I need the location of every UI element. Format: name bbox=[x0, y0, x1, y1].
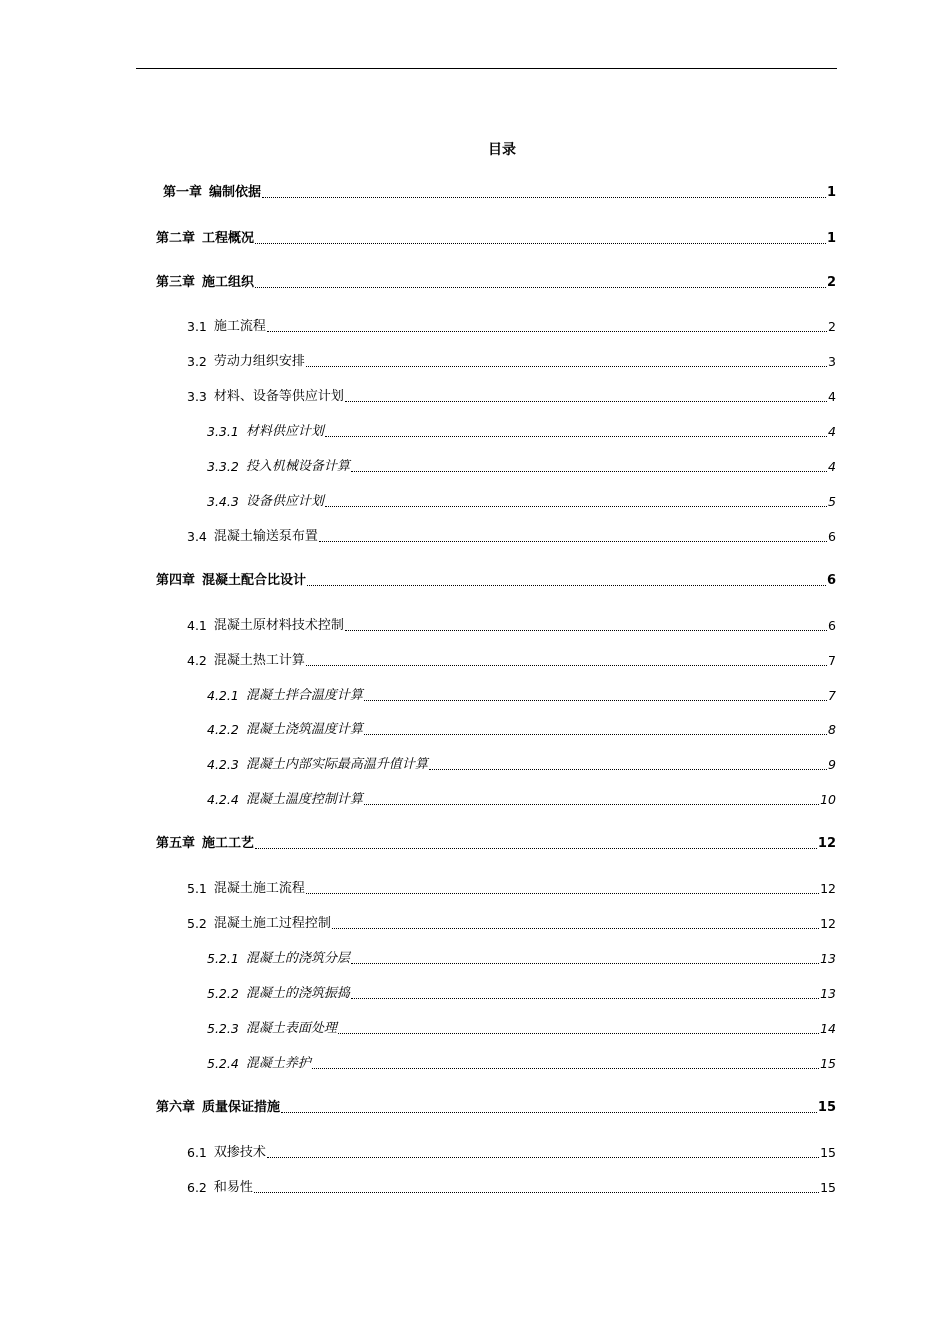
toc-entry[interactable] bbox=[187, 876, 836, 898]
toc-entry-page: 13 bbox=[820, 986, 836, 1001]
toc-entry-page: 15 bbox=[820, 1056, 836, 1071]
toc-entry-label: 混凝土原材料技术控制 bbox=[213, 618, 344, 633]
toc-entry[interactable] bbox=[156, 568, 836, 590]
toc-entry-number: 3.4 bbox=[187, 529, 207, 544]
toc-leader-dots bbox=[325, 436, 827, 437]
toc-leader-dots bbox=[319, 541, 827, 542]
header-rule bbox=[136, 68, 837, 69]
toc-entry-label: 和易性 bbox=[213, 1180, 253, 1195]
toc-entry-label: 混凝土内部实际最高温升值计算 bbox=[245, 757, 428, 772]
toc-entry-label: 混凝土配合比设计 bbox=[202, 573, 307, 588]
toc-leader-dots bbox=[345, 630, 827, 631]
toc-entry-page: 12 bbox=[820, 881, 836, 896]
toc-leader-dots bbox=[267, 1157, 819, 1158]
toc-entry[interactable] bbox=[207, 787, 836, 809]
toc-entry-page: 7 bbox=[828, 653, 836, 668]
toc-entry-page: 4 bbox=[828, 424, 836, 439]
toc-entry-label: 混凝土温度控制计算 bbox=[245, 792, 363, 807]
toc-entry-label: 混凝土拌合温度计算 bbox=[245, 688, 363, 703]
toc-entry-number: 第三章 bbox=[156, 275, 196, 290]
toc-leader-dots bbox=[281, 1112, 817, 1113]
toc-entry-page: 12 bbox=[820, 916, 836, 931]
toc-entry-number: 6.1 bbox=[187, 1145, 207, 1160]
toc-entry-label: 材料供应计划 bbox=[245, 424, 324, 439]
toc-entry[interactable] bbox=[207, 981, 836, 1003]
toc-entry-number: 4.2 bbox=[187, 653, 207, 668]
toc-entry-label: 工程概况 bbox=[202, 231, 255, 246]
toc-entry-label: 编制依据 bbox=[209, 185, 262, 200]
toc-entry[interactable] bbox=[187, 349, 836, 371]
toc-entry[interactable] bbox=[156, 226, 836, 248]
toc-entry[interactable] bbox=[207, 1051, 836, 1073]
toc-entry-page: 2 bbox=[826, 275, 836, 290]
toc-entry-label: 混凝土的浇筑分层 bbox=[245, 951, 350, 966]
toc-entry[interactable] bbox=[207, 683, 836, 705]
toc-entry-label: 混凝土浇筑温度计算 bbox=[245, 722, 363, 737]
toc-entry[interactable] bbox=[187, 314, 836, 336]
toc-entry-label: 施工组织 bbox=[202, 275, 255, 290]
toc-entry-label: 劳动力组织安排 bbox=[213, 354, 305, 369]
toc-entry-page: 6 bbox=[828, 529, 836, 544]
toc-entry-page: 13 bbox=[820, 951, 836, 966]
toc-entry-number: 5.2.4 bbox=[207, 1056, 239, 1071]
toc-entry-page: 4 bbox=[828, 389, 836, 404]
toc-entry-number: 3.3 bbox=[187, 389, 207, 404]
toc-entry-page: 8 bbox=[828, 722, 836, 737]
toc-entry-page: 7 bbox=[828, 688, 836, 703]
toc-leader-dots bbox=[332, 928, 819, 929]
toc-entry-label: 混凝土的浇筑振捣 bbox=[245, 986, 350, 1001]
toc-leader-dots bbox=[351, 963, 819, 964]
toc-leader-dots bbox=[338, 1033, 819, 1034]
toc-entry[interactable] bbox=[156, 831, 836, 853]
toc-entry-label: 施工流程 bbox=[213, 319, 266, 334]
toc-entry[interactable] bbox=[207, 419, 836, 441]
toc-entry-number: 第四章 bbox=[156, 573, 196, 588]
toc-entry-number: 4.1 bbox=[187, 618, 207, 633]
toc-entry-number: 3.3.2 bbox=[207, 459, 239, 474]
toc-entry[interactable] bbox=[207, 454, 836, 476]
toc-entry-number: 5.1 bbox=[187, 881, 207, 896]
toc-entry-number: 3.2 bbox=[187, 354, 207, 369]
toc-entry-label: 混凝土热工计算 bbox=[213, 653, 305, 668]
toc-entry-page: 1 bbox=[826, 185, 836, 200]
toc-leader-dots bbox=[429, 769, 827, 770]
toc-entry-page: 4 bbox=[828, 459, 836, 474]
toc-leader-dots bbox=[364, 734, 827, 735]
toc-leader-dots bbox=[351, 998, 819, 999]
toc-leader-dots bbox=[364, 804, 819, 805]
toc-entry-page: 1 bbox=[826, 231, 836, 246]
toc-entry-number: 5.2 bbox=[187, 916, 207, 931]
toc-entry[interactable] bbox=[187, 613, 836, 635]
toc-entry-label: 混凝土表面处理 bbox=[245, 1021, 337, 1036]
toc-entry[interactable] bbox=[207, 1016, 836, 1038]
toc-entry-page: 15 bbox=[820, 1180, 836, 1195]
toc-entry-page: 6 bbox=[828, 618, 836, 633]
toc-entry-number: 3.1 bbox=[187, 319, 207, 334]
toc-entry-number: 4.2.2 bbox=[207, 722, 239, 737]
toc-leader-dots bbox=[351, 471, 827, 472]
toc-entry-page: 2 bbox=[828, 319, 836, 334]
toc-entry-number: 5.2.3 bbox=[207, 1021, 239, 1036]
toc-leader-dots bbox=[307, 585, 826, 586]
toc-entry[interactable] bbox=[187, 911, 836, 933]
toc-entry[interactable] bbox=[156, 1095, 836, 1117]
toc-entry-number: 第六章 bbox=[156, 1100, 196, 1115]
toc-entry[interactable] bbox=[207, 717, 836, 739]
toc-entry[interactable] bbox=[207, 752, 836, 774]
toc-leader-dots bbox=[254, 1192, 819, 1193]
toc-entry-page: 12 bbox=[817, 836, 836, 851]
toc-entry[interactable] bbox=[187, 524, 836, 546]
toc-leader-dots bbox=[345, 401, 827, 402]
toc-entry-label: 混凝土输送泵布置 bbox=[213, 529, 318, 544]
toc-leader-dots bbox=[306, 665, 827, 666]
toc-entry-page: 15 bbox=[817, 1100, 836, 1115]
toc-title: 目录 bbox=[488, 142, 516, 158]
toc-entry-number: 5.2.2 bbox=[207, 986, 239, 1001]
toc-entry-page: 5 bbox=[828, 494, 836, 509]
toc-entry[interactable] bbox=[163, 180, 836, 202]
toc-entry-label: 设备供应计划 bbox=[245, 494, 324, 509]
toc-leader-dots bbox=[262, 197, 826, 198]
toc-entry[interactable] bbox=[156, 270, 836, 292]
toc-entry-page: 14 bbox=[820, 1021, 836, 1036]
toc-entry-number: 3.4.3 bbox=[207, 494, 239, 509]
toc-entry-page: 10 bbox=[820, 792, 836, 807]
toc-entry-number: 第一章 bbox=[163, 185, 203, 200]
toc-leader-dots bbox=[255, 243, 826, 244]
toc-entry-label: 材料、设备等供应计划 bbox=[213, 389, 344, 404]
toc-entry[interactable] bbox=[187, 1175, 836, 1197]
toc-entry[interactable] bbox=[187, 1140, 836, 1162]
toc-entry[interactable] bbox=[207, 489, 836, 511]
toc-entry-page: 15 bbox=[820, 1145, 836, 1160]
toc-leader-dots bbox=[306, 366, 827, 367]
toc-entry-number: 第五章 bbox=[156, 836, 196, 851]
toc-entry-number: 4.2.1 bbox=[207, 688, 239, 703]
toc-entry-page: 9 bbox=[828, 757, 836, 772]
toc-entry-number: 3.3.1 bbox=[207, 424, 239, 439]
toc-entry-label: 投入机械设备计算 bbox=[245, 459, 350, 474]
toc-entry[interactable] bbox=[187, 648, 836, 670]
toc-entry-number: 4.2.4 bbox=[207, 792, 239, 807]
toc-entry-number: 6.2 bbox=[187, 1180, 207, 1195]
toc-entry-label: 质量保证措施 bbox=[202, 1100, 281, 1115]
toc-entry[interactable] bbox=[207, 946, 836, 968]
toc-leader-dots bbox=[312, 1068, 819, 1069]
toc-entry-number: 第二章 bbox=[156, 231, 196, 246]
toc-entry-page: 6 bbox=[826, 573, 836, 588]
toc-entry[interactable] bbox=[187, 384, 836, 406]
toc-leader-dots bbox=[255, 848, 817, 849]
toc-entry-page: 3 bbox=[828, 354, 836, 369]
toc-entry-label: 混凝土养护 bbox=[245, 1056, 311, 1071]
toc-entry-number: 5.2.1 bbox=[207, 951, 239, 966]
toc-leader-dots bbox=[325, 506, 827, 507]
toc-entry-label: 双掺技术 bbox=[213, 1145, 266, 1160]
toc-entry-number: 4.2.3 bbox=[207, 757, 239, 772]
toc-leader-dots bbox=[267, 331, 827, 332]
toc-leader-dots bbox=[306, 893, 819, 894]
toc-entry-label: 施工工艺 bbox=[202, 836, 255, 851]
toc-entry-label: 混凝土施工流程 bbox=[213, 881, 305, 896]
toc-entry-label: 混凝土施工过程控制 bbox=[213, 916, 331, 931]
toc-leader-dots bbox=[255, 287, 826, 288]
toc-leader-dots bbox=[364, 700, 827, 701]
